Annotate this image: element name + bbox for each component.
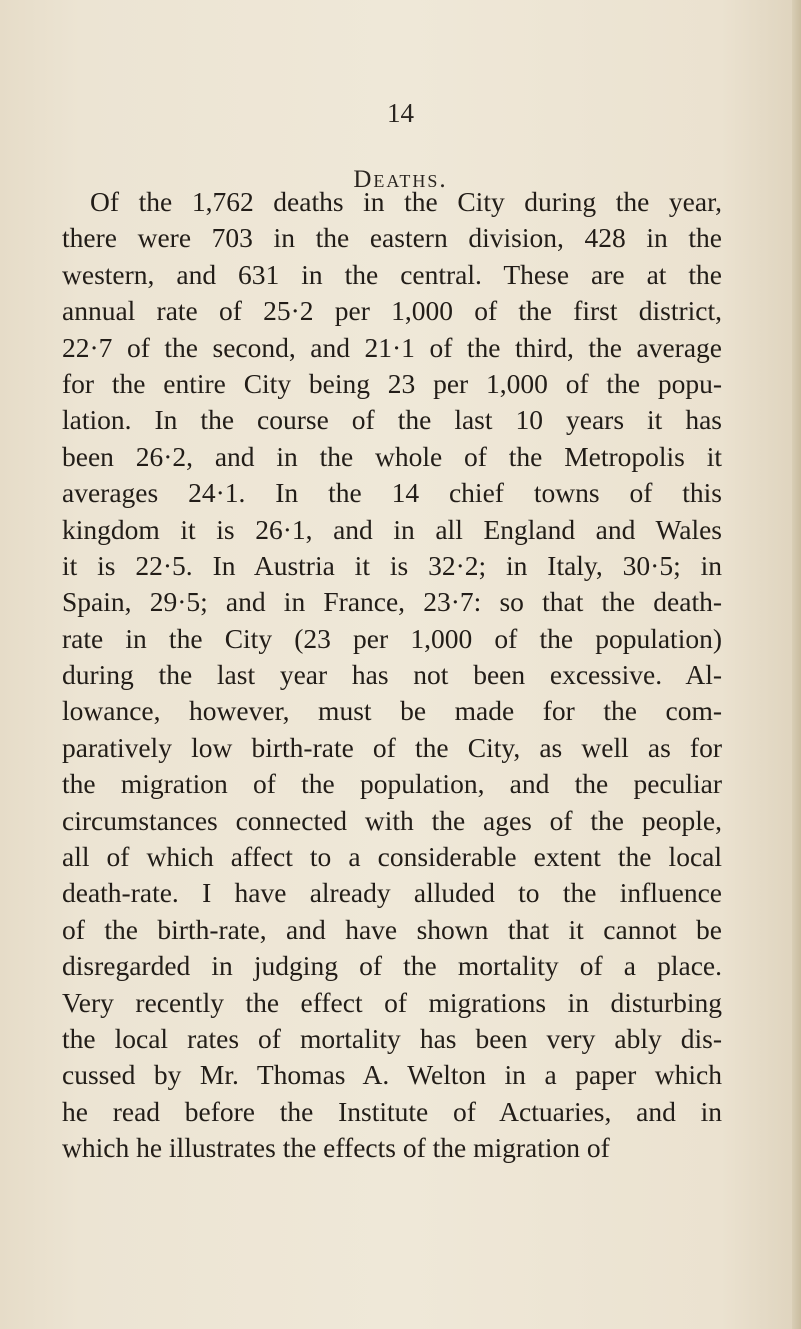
text-line: Spain, 29·5; and in France, 23·7: so that the death- [62,586,722,618]
text-line: the local rates of mortality has been very ably dis- [62,1022,722,1054]
text-line: lation. In the course of the last 10 years it has [62,404,722,436]
text-line: annual rate of 25·2 per 1,000 of the first district, [62,295,722,327]
text-line: been 26·2, and in the whole of the Metropolis it [62,440,722,472]
text-line: he read before the Institute of Actuaries, and in [62,1095,722,1127]
text-line: it is 22·5. In Austria it is 32·2; in Italy, 30·5; in [62,549,722,581]
text-line: there were 703 in the eastern division, 428 in the [62,222,722,254]
text-line: the migration of the population, and the peculiar [62,768,722,800]
text-line: Very recently the effect of migrations in disturbing [62,986,722,1018]
text-line: death-rate. I have already alluded to the influence [62,877,722,909]
text-line: circumstances connected with the ages of the people, [62,804,722,836]
text-line: lowance, however, must be made for the com- [62,695,722,727]
page-number: 14 [387,98,414,128]
text-line: averages 24·1. In the 14 chief towns of this [62,477,722,509]
text-line: for the entire City being 23 per 1,000 of the popu- [62,367,722,399]
text-line: Of the 1,762 deaths in the City during the year, [90,186,722,217]
text-line: disregarded in judging of the mortality of a place. [62,950,722,982]
text-line: 22·7 of the second, and 21·1 of the third, the average [62,331,722,363]
text-line: rate in the City (23 per 1,000 of the population) [62,622,722,654]
text-line: which he illustrates the effects of the migration of [62,1132,610,1164]
page-edge [792,0,801,1329]
text-line: kingdom it is 26·1, and in all England and Wales [62,513,722,545]
body-paragraph [62,184,722,1167]
text-line: all of which affect to a considerable extent the local [62,841,722,873]
section-heading: Deaths. [353,166,448,193]
text-line: paratively low birth-rate of the City, as well as for [62,731,722,763]
text-line: of the birth-rate, and have shown that it cannot be [62,913,722,945]
text-line: during the last year has not been excessive. Al- [62,659,722,691]
text-line: western, and 631 in the central. These are at the [62,258,722,290]
text-line: cussed by Mr. Thomas A. Welton in a paper which [62,1059,722,1091]
